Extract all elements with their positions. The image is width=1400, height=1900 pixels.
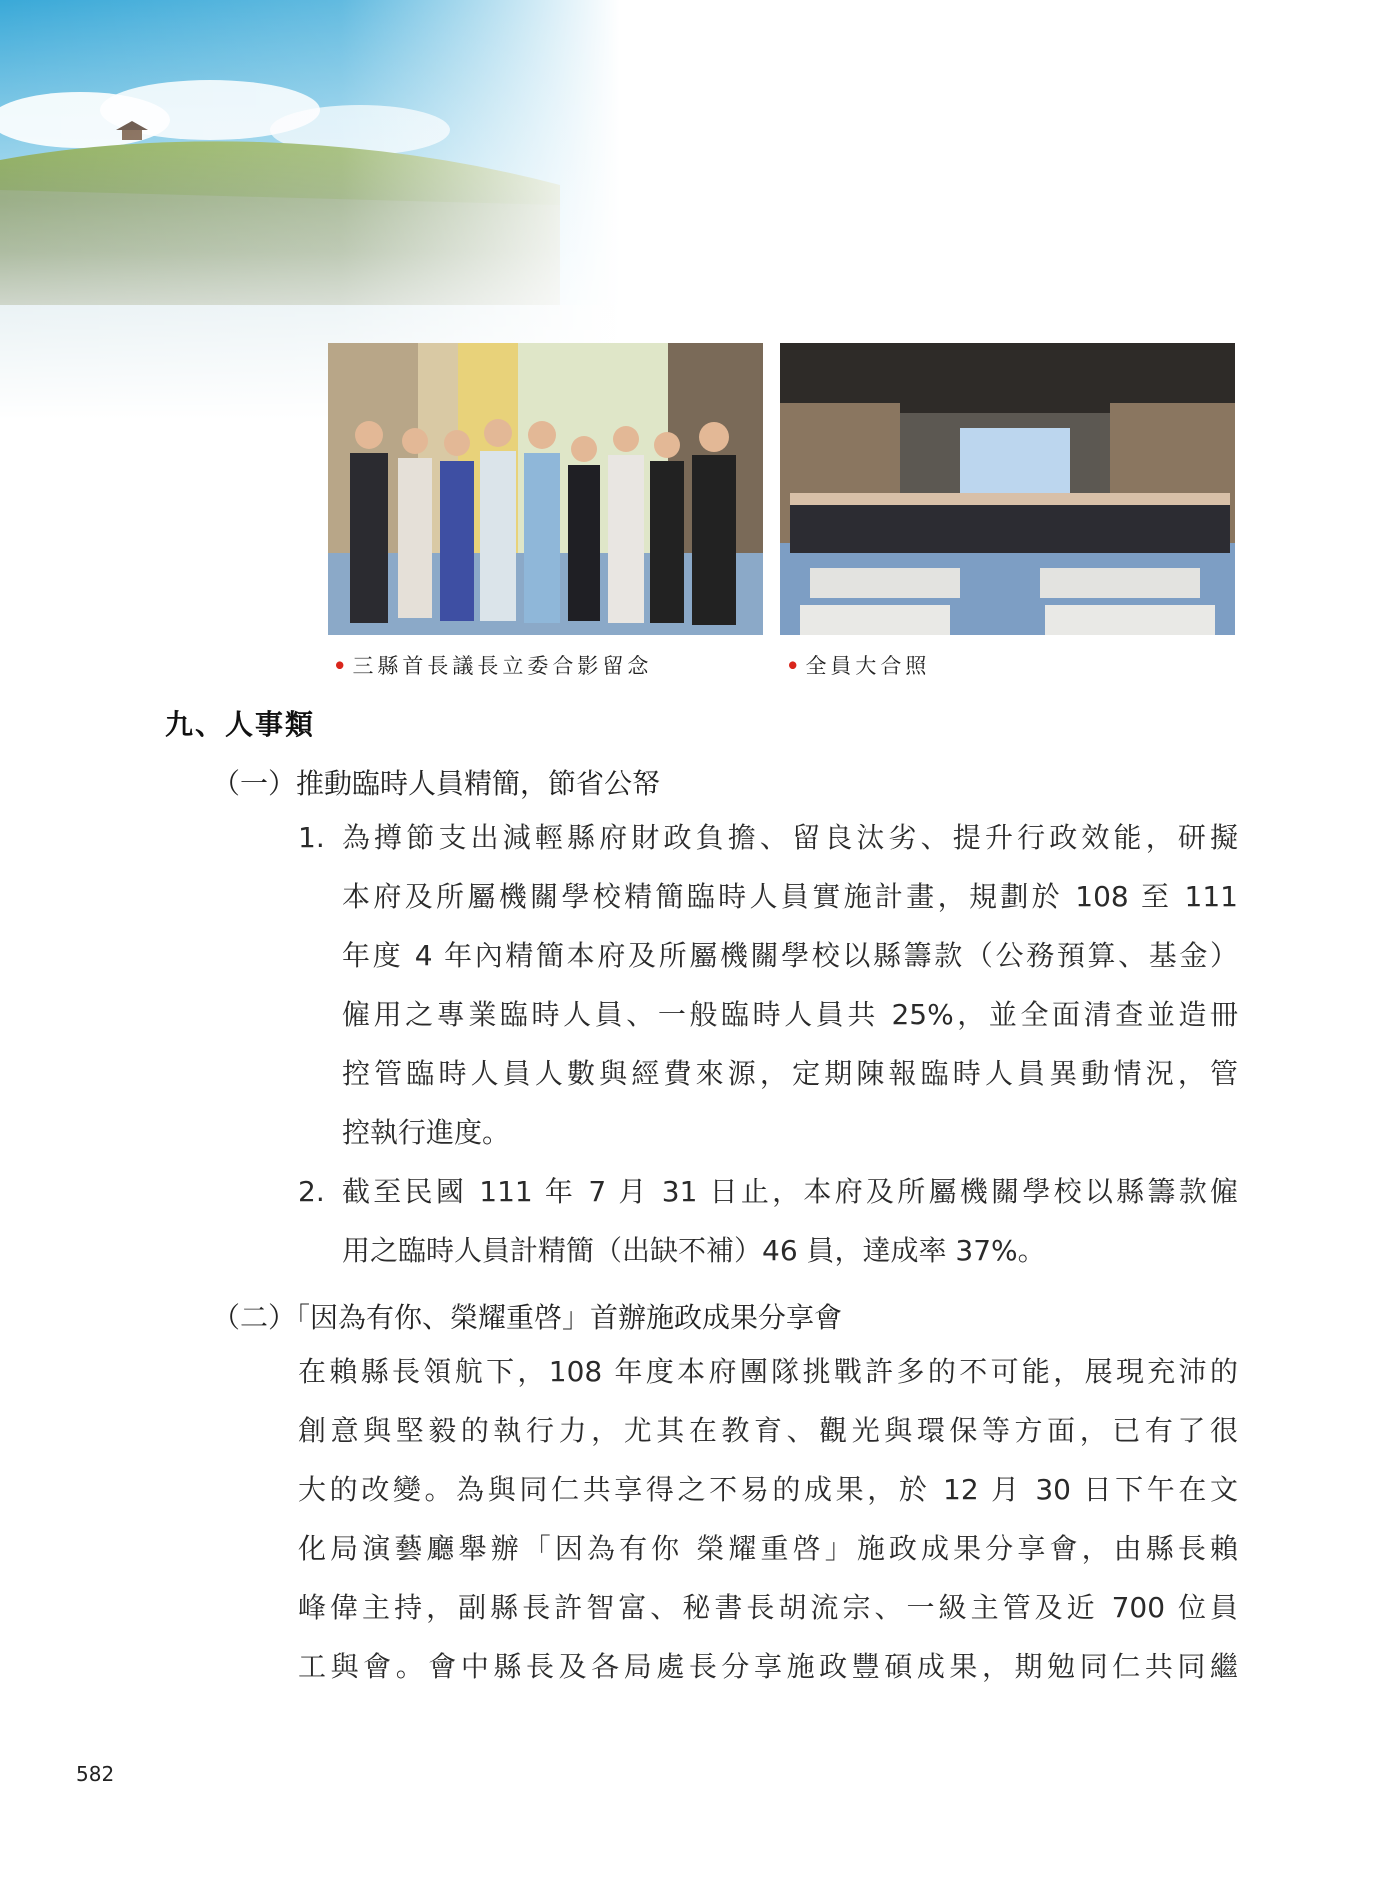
photo-caption-all-staff: • 全員大合照 <box>786 653 931 678</box>
group-photo-all-staff <box>780 343 1235 635</box>
section-title: 九、人事類 <box>165 708 316 741</box>
text-line: 峰偉主持，副縣長許智富、秘書長胡流宗、一級主管及近 700 位員 <box>298 1591 1238 1624</box>
item-number: 1. <box>298 821 325 854</box>
subsection-heading-2: （二）「因為有你、榮耀重啓」首辦施政成果分享會 <box>212 1301 843 1334</box>
list-item-2 <box>298 1162 1238 1280</box>
text-line: 截至民國 111 年 7 月 31 日止，本府及所屬機關學校以縣籌款僱 <box>342 1175 1238 1208</box>
photo-caption-leaders: • 三縣首長議長立委合影留念 <box>333 653 653 678</box>
body-paragraph <box>298 1342 1238 1696</box>
text-line: 本府及所屬機關學校精簡臨時人員實施計畫，規劃於 108 至 111 <box>342 880 1238 913</box>
text-line: 工與會。會中縣長及各局處長分享施政豐碩成果，期勉同仁共同繼 <box>298 1650 1238 1683</box>
subsection-heading-1: （一）推動臨時人員精簡，節省公帑 <box>212 767 661 800</box>
text-line: 在賴縣長領航下，108 年度本府團隊挑戰許多的不可能，展現充沛的 <box>298 1355 1238 1388</box>
group-photo-leaders <box>328 343 763 635</box>
list-item-1 <box>298 808 1238 1162</box>
text-line: 控管臨時人員人數與經費來源，定期陳報臨時人員異動情況，管 <box>342 1057 1238 1090</box>
page-number: 582 <box>76 1762 115 1786</box>
text-line: 控執行進度。 <box>342 1116 511 1149</box>
text-line: 為撙節支出減輕縣府財政負擔、留良汰劣、提升行政效能，研擬 <box>342 821 1238 854</box>
text-line: 用之臨時人員計精簡（出缺不補）46 員，達成率 37%。 <box>342 1234 1046 1267</box>
bullet-dot: • <box>786 653 800 678</box>
text-line: 創意與堅毅的執行力，尤其在教育、觀光與環保等方面，已有了很 <box>298 1414 1238 1447</box>
text-line: 僱用之專業臨時人員、一般臨時人員共 25%，並全面清查並造冊 <box>342 998 1238 1031</box>
text-line: 年度 4 年內精簡本府及所屬機關學校以縣籌款（公務預算、基金） <box>342 939 1238 972</box>
text-line: 大的改變。為與同仁共享得之不易的成果，於 12 月 30 日下午在文 <box>298 1473 1238 1506</box>
item-number: 2. <box>298 1175 325 1208</box>
bullet-dot: • <box>333 653 347 678</box>
text-line: 化局演藝廳舉辦「因為有你 榮耀重啓」施政成果分享會，由縣長賴 <box>298 1532 1238 1565</box>
